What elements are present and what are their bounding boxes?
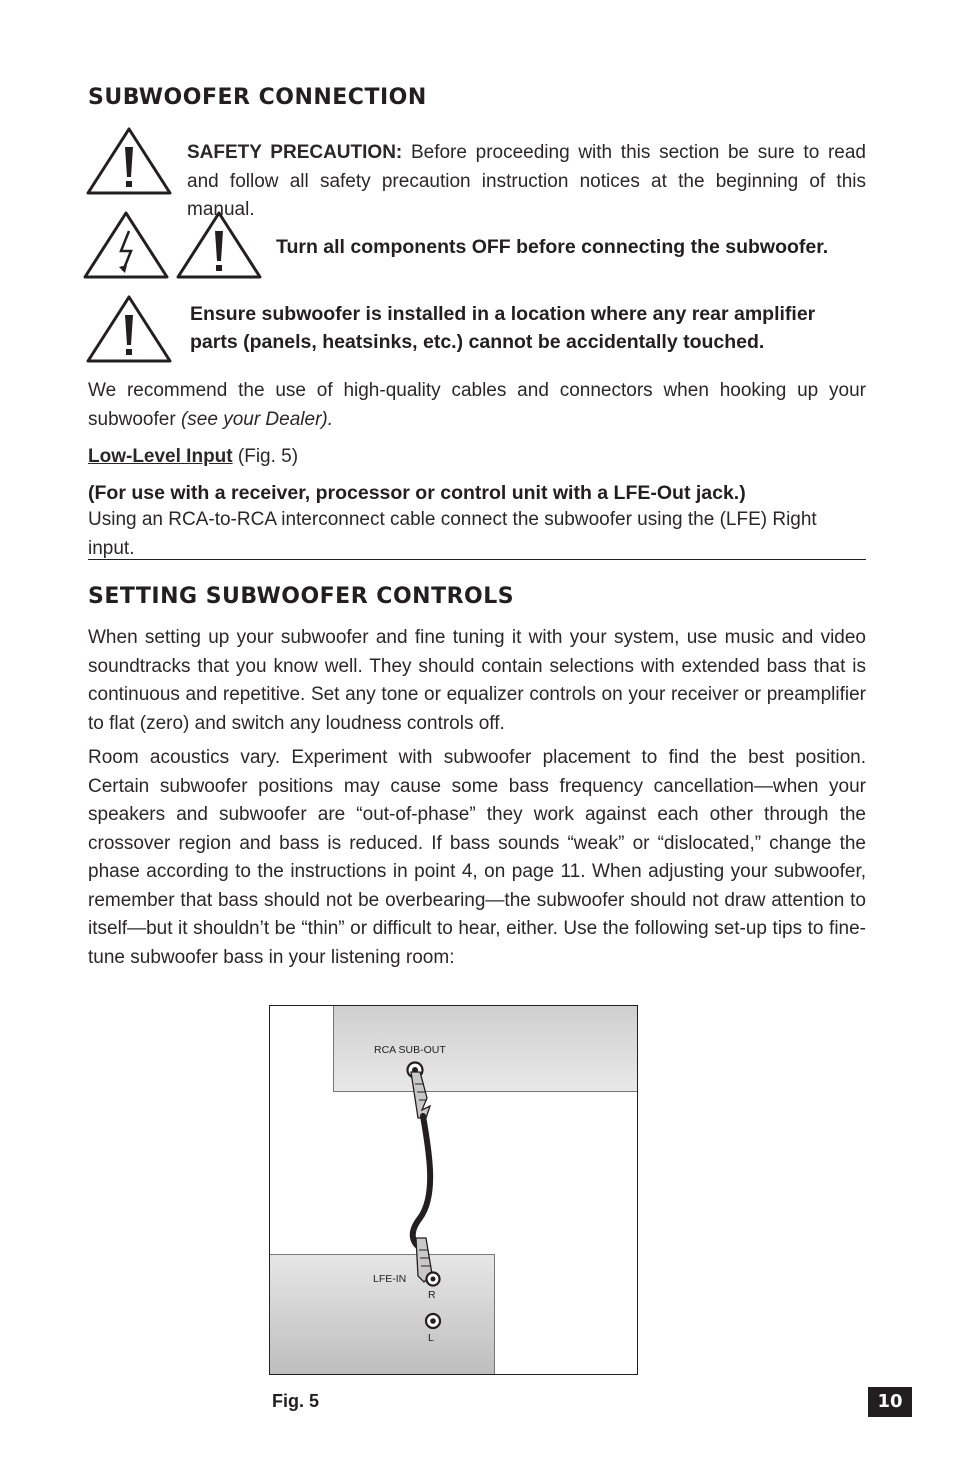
section-heading-setting-controls: SETTING SUBWOOFER CONTROLS xyxy=(88,584,515,609)
rca-instruction: Using an RCA-to-RCA interconnect cable connect the subwoofer using the (LFE) Right input. xyxy=(88,509,817,559)
warning-triangle-icon xyxy=(176,211,262,279)
lfe-in-left-jack xyxy=(426,1314,440,1328)
safety-precaution-label: SAFETY PRECAUTION: xyxy=(187,142,403,163)
lfe-in-label: LFE-IN xyxy=(373,1273,407,1285)
electric-shock-warning-icon xyxy=(83,211,169,279)
low-level-input-line xyxy=(88,443,866,472)
power-off-warning: Turn all components OFF before connecting the subwoofer. xyxy=(276,236,829,258)
figure-caption: Fig. 5 xyxy=(272,1391,320,1411)
low-level-input-heading: Low-Level Input xyxy=(88,446,233,467)
interconnect-cable xyxy=(413,1116,430,1250)
warning-triangle-icon xyxy=(86,295,172,363)
rca-sub-out-label: RCA SUB-OUT xyxy=(374,1044,446,1056)
page-number: 10 xyxy=(868,1387,912,1417)
top-rca-plug xyxy=(411,1072,430,1118)
lfe-in-right-jack xyxy=(427,1273,440,1286)
cable-recommendation-text: We recommend the use of high-quality cables and connectors when hooking up your subwoofer xyxy=(88,380,866,430)
fig5-diagram xyxy=(269,1005,638,1375)
cable-recommendation xyxy=(88,377,866,434)
safety-precaution-text: Before proceeding with this section be sure to read and follow all safety precaution instruction notices at the beginning of this manual. xyxy=(187,142,866,220)
right-input-label: R xyxy=(428,1289,436,1301)
warning-triangle-icon xyxy=(86,127,172,195)
low-level-input-fig-ref: (Fig. 5) xyxy=(237,446,299,467)
location-warning: Ensure subwoofer is installed in a location where any rear amplifier parts (panels, heatsinks, etc.) cannot be accidentally touched. xyxy=(190,303,816,353)
receiver-note: (For use with a receiver, processor or control unit with a LFE-Out jack.) xyxy=(88,482,746,504)
section-heading-subwoofer-connection: SUBWOOFER CONNECTION xyxy=(88,85,427,110)
cable-recommendation-dealer-note: (see your Dealer). xyxy=(180,408,334,430)
controls-paragraph-1: When setting up your subwoofer and fine tuning it with your system, use music and video soundtracks that you know well. They should contain selections with extended bass that is continuous and repetitive. Set any tone or equalizer controls on your receiver or preamplifier to flat (zero) and switch any loudness controls off. xyxy=(88,627,866,734)
controls-paragraph-2: Room acoustics vary. Experiment with subwoofer placement to find the best position. Certain subwoofer positions may cause some bass frequency cancellation—when your speakers and subwoofer are “out-of-phase” they work against each other through the crossover region and bass is reduced. If bass sounds “weak” or “dislocated,” change the phase according to the instructions in point 4, on page 11. When adjusting your subwoofer, remember that bass should not be overbearing—the subwoofer should not draw attention to itself—but it shouldn’t be “thin” or difficult to hear, either. Use the following set-up tips to fine-tune subwoofer bass in your listening room: xyxy=(88,747,866,968)
left-input-label: L xyxy=(428,1332,434,1344)
safety-precaution-paragraph xyxy=(187,139,866,225)
cable-illustration xyxy=(270,1006,637,1374)
section-divider xyxy=(88,559,866,560)
